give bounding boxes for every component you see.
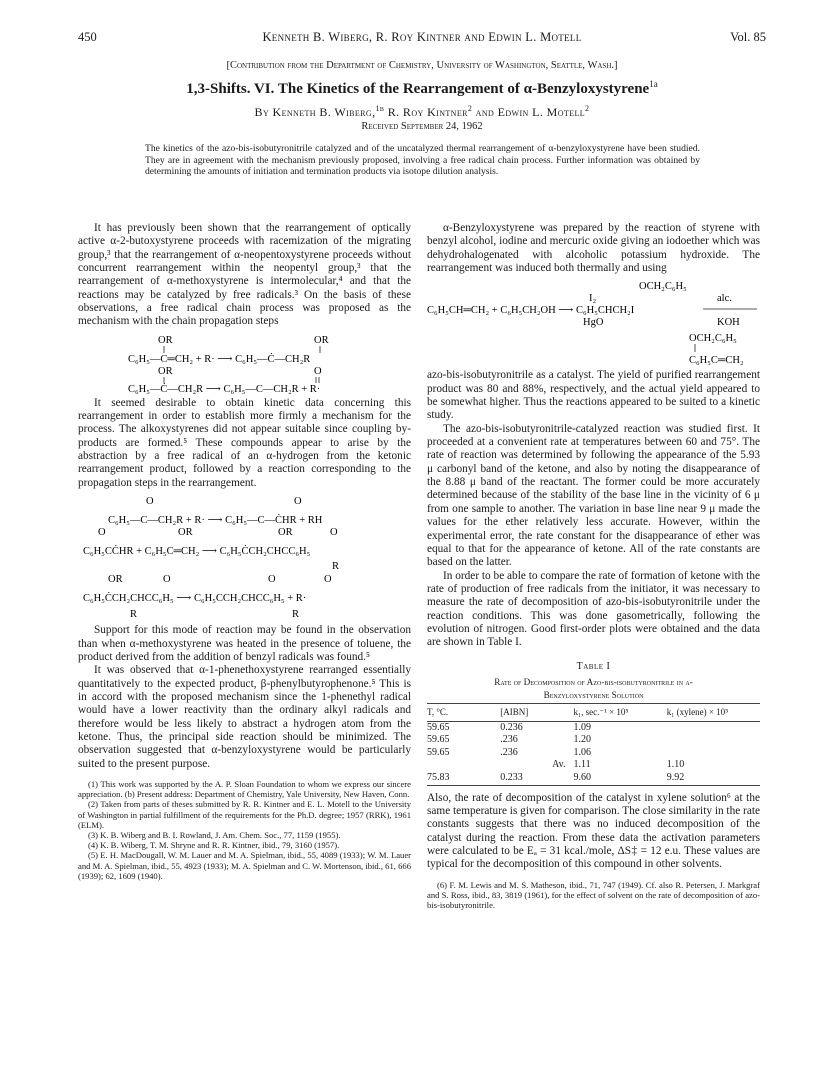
prep-koh: KOH [717, 317, 740, 329]
table-cell: 59.65 [427, 734, 450, 746]
table-cell: 1.11 [573, 759, 591, 771]
table-cell: 1.09 [573, 721, 591, 733]
s2-o-3: O [98, 527, 106, 539]
prep-hgo: HgO [583, 317, 604, 329]
table-cell [427, 759, 500, 772]
right-paragraph-3: The azo-bis-isobutyronitrile-catalyzed reaction was studied first. It proceeded at a convenient rate at temperatures between 60 and 75°. The rate of reaction was determined by following the appearance of the 5.93 μ carbonyl band of the ketone, and also by noting the disappearance of the 8.88 μ band of the reactant. The former could be more accurately determined because of the stability of the base line in the vicinity of 6 μ from one sample to another. The variation in base line near 9 μ made the values for the ether relatively less accurate. However, within the experimental error, the rate constant for the disappearance of ether was equal to that for the appearance of ketone. All of the rate constants are based on the latter. [427, 422, 760, 569]
table-cell: 0.233 [500, 772, 573, 785]
prep-line-1: C₆H₅CH═CH₂ + C₆H₅CH₂OH ⟶ C₆H₅CHCH₂I [427, 305, 635, 317]
table-cell: 0.236 [500, 721, 523, 733]
table-cell: 1.06 [573, 746, 591, 758]
volume-number: Vol. 85 [730, 30, 766, 44]
footnote-1: (1) This work was supported by the A. P. Sloan Foundation to whom we express our sincere appreciation. (b) Present address: Department of Chemistry, Yale University, New Haven, Conn. [78, 778, 411, 800]
footnote-6: (6) F. M. Lewis and M. S. Matheson, ibid., 71, 747 (1949). Cf. also R. Petersen, J. Markgraf and S. Ross, ibid., 83, 3819 (1961), for the effect of solvent on the rate of decomposition of azo-bis-isobutyronitrile. [427, 879, 760, 910]
footnote-5: (5) E. H. MacDougall, W. M. Lauer and M. A. Spielman, ibid., 55, 4089 (1933); W. M. Lauer and M. A. Spielman, ibid., 55, 4923 (1933); M. A. Spielman and C. W. Mortenson, ibid., 61, 666 (1939); 62, 1609 (1940). [78, 850, 411, 881]
title-footnote-mark: 1a [649, 79, 658, 89]
table-cell [667, 721, 760, 734]
author-1-mark: 1b [375, 104, 385, 113]
left-column [78, 222, 411, 881]
s2-o-6: O [268, 574, 276, 586]
right-column [427, 222, 760, 910]
table-header-aibn: [AIBN] [500, 703, 573, 721]
left-paragraph-1: It has previously been shown that the rearrangement of optically active α-2-butoxystyrene proceeds with racemization of the migrating group,³ that the rearrangement of α-neopentoxystyrene proceeds without concurrent rearrangement within the neopentyl group,³ that the rearrangement of α-methoxystyrene is intermolecular,⁴ and that the reactions may be catalyzed by free radicals.³ On the basis of these observations, a free radical chain process was proposed as the mechanism with the chain propagation steps [78, 222, 411, 328]
scheme-coupling [78, 494, 411, 622]
prep-i2: I₂ [589, 293, 597, 305]
author-3: and Edwin L. Motell [472, 105, 586, 119]
table-cell: 9.60 [574, 772, 667, 785]
table-cell: .236 [500, 746, 518, 758]
s1-line-2: C₆H₅—Ċ—CH₂R ⟶ C₆H₅—C—CH₂R + R· [128, 383, 321, 395]
author-3-mark: 2 [585, 104, 590, 113]
table-header-k1: k₁, sec.⁻¹ × 10⁵ [574, 703, 667, 721]
table-cell [667, 734, 760, 747]
page-number: 450 [78, 30, 97, 44]
s1-or-1: OR [158, 334, 173, 346]
prep-substituent-2: OCH₂C₆H₅ [689, 333, 737, 345]
author-2: R. Roy Kintner [384, 105, 468, 119]
author-line [78, 104, 766, 120]
rate-table [427, 703, 760, 786]
article-title [78, 79, 766, 98]
right-paragraph-4: In order to be able to compare the rate of formation of ketone with the rate of production of free radicals from the initiator, it was necessary to measure the rate of decomposition of azo-bis-isobutyronitrile under the reaction conditions. This was done gasometrically, following the evolution of nitrogen. Good first-order plots were obtained and the data are shown in Table I. [427, 569, 760, 649]
s1-or-3: OR [158, 365, 173, 377]
s2-o-4: O [330, 527, 338, 539]
table-cell [667, 747, 760, 760]
s1-line-1: C₆H₅—C═CH₂ + R· ⟶ C₆H₅—Ċ—CH₂R [128, 353, 311, 365]
s2-o-7: O [324, 574, 332, 586]
footnote-2: (2) Taken from parts of theses submitted by R. R. Kintner and E. L. Motell to the University of Washington in partial fulfillment of the requirements for the Ph.D. degree; 1957 (RRK), 1961 (ELM). [78, 799, 411, 830]
contribution-line: [Contribution from the Department of Chemistry, University of Washington, Seattle, Wash.] [226, 60, 618, 71]
left-paragraph-3: Support for this mode of reaction may be found in the observation than when α-methoxystyrene was heated in the presence of toluene, the product derived from the addition of benzyl radicals was found.⁵ [78, 624, 411, 663]
footnote-4: (4) K. B. Wiberg, T. M. Shryne and R. R. Kintner, ibid., 79, 3160 (1957). [88, 840, 340, 851]
page-header [78, 30, 766, 46]
table-subtitle-2: Benzyloxystyrene Solution [543, 689, 644, 700]
table-row [427, 759, 760, 772]
prep-product: C₆H₅C═CH₂ [689, 355, 744, 367]
table-row [427, 734, 760, 747]
running-head: Kenneth B. Wiberg, R. Roy Kintner and Edwin L. Motell [262, 30, 582, 44]
s2-o-1: O [146, 496, 154, 508]
table-row [427, 721, 760, 734]
table-cell: Av. [552, 759, 566, 771]
table-row [427, 747, 760, 760]
right-paragraph-5: Also, the rate of decomposition of the catalyst in xylene solution⁶ at the same temperature is given for comparison. The close similarity in the rate constants suggests that there was no induced decomposition of the catalyst during the reaction. From these data the activation parameters were calculated to be Eₐ = 31 kcal./mole, ΔS‡ = 12 e.u. These values are typical for the decomposition of this compound in other solvents. [427, 791, 760, 871]
table-cell: 59.65 [427, 721, 450, 733]
table-subtitle-1: Rate of Decomposition of Azo-bis-isobutyronitrile in α- [494, 676, 693, 687]
s2-r-3: R [292, 609, 300, 621]
prep-substituent-1: OCH₂C₆H₅ [639, 281, 687, 293]
left-footnotes [78, 779, 411, 881]
table-caption: Table I [576, 660, 611, 672]
s2-line-1: C₆H₅—C—CH₂R + R· ⟶ C₆H₅—C—ĊHR + RH [108, 515, 323, 527]
table-cell: 75.83 [427, 772, 500, 785]
s2-line-3: C₆H₅ĊCH₂CHCC₆H₅ ⟶ C₆H₅CCH₂CHCC₆H₅ + R· [83, 593, 307, 605]
received-date: Received September 24, 1962 [361, 121, 483, 132]
table-header-temp: T, °C. [427, 703, 500, 721]
prep-alc: alc. [717, 293, 732, 305]
s2-r-1: R [332, 561, 340, 573]
s2-line-2: C₆H₅CĊHR + C₆H₅C═CH₂ ⟶ C₆H₅ĊCH₂CHCC₆H₅ [83, 546, 311, 558]
footnote-3: (3) K. B. Wiberg and B. I. Rowland, J. Am. Chem. Soc., 77, 1159 (1955). [88, 829, 341, 840]
table-cell: 9.92 [667, 772, 760, 785]
s2-r-2: R [130, 609, 138, 621]
abstract: The kinetics of the azo-bis-isobutyronitrile catalyzed and of the uncatalyzed thermal rearrangement of α-benzyloxystyrene have been studied. They are in agreement with the mechanism previously proposed, involving a free radical chain process. Further information was obtained by determining the amounts of initiation and termination products via isotope dilution analysis. [145, 143, 700, 178]
scheme-propagation [78, 333, 411, 395]
left-paragraph-4: It was observed that α-1-phenethoxystyrene rearranged essentially quantitatively to the expected product, β-phenylbutyrophenone.⁵ This is in accord with the proposed mechanism since the 1-phenethyl radical would have a lower reactivity than the ordinary alkyl radicals and therefore would be less likely to abstract a hydrogen atom from the ketone. Thus, the principal side reaction should be minimized. The observation suggested that α-benzyloxystyrene would be particularly suited to the present purpose. [78, 664, 411, 770]
s2-o-5: O [163, 574, 171, 586]
s1-o: O [314, 365, 322, 377]
s1-or-2: OR [314, 334, 329, 346]
author-2-mark: 2 [467, 104, 473, 113]
s2-or-1: OR [178, 527, 193, 539]
table-header-k1-xylene: k₁ (xylene) × 10⁵ [667, 703, 760, 721]
right-paragraph-1: α-Benzyloxystyrene was prepared by the reaction of styrene with benzyl alcohol, iodine and mercuric oxide giving an iodoether which was dehydrohalogenated with alcoholic potassium hydroxide. The rearrangement was induced both thermally and using [427, 222, 760, 275]
author-1: By Kenneth B. Wiberg, [254, 105, 376, 119]
table-cell: .236 [500, 734, 518, 746]
scheme-preparation [427, 279, 760, 367]
right-paragraph-2: azo-bis-isobutyronitrile as a catalyst. The yield of purified rearrangement product was 80 and 88%, respectively, and the actual yield appeared to be somewhat higher. Thus the reactions appeared to be suited to a kinetic study. [427, 369, 760, 422]
s2-or-3: OR [108, 574, 123, 586]
title-text: 1,3-Shifts. VI. The Kinetics of the Rearrangement of α-Benzyloxystyrene [186, 81, 650, 97]
table-row [427, 772, 760, 785]
table-cell: 59.65 [427, 746, 450, 758]
s2-or-2: OR [278, 527, 293, 539]
left-paragraph-2: It seemed desirable to obtain kinetic data concerning this rearrangement in order to establish more firmly a mechanism for the process. The alkoxystyrenes did not appear suitable since coupling by-products are formed.⁵ These compounds appear to arise by the abstraction by a free radical of an α-hydrogen from the ketonic rearrangement product, followed by a reaction corresponding to the propagation steps in the rearrangement. [78, 396, 411, 489]
right-footnotes [427, 880, 760, 911]
table-cell: 1.10 [666, 759, 685, 771]
s2-o-2: O [294, 496, 302, 508]
table-cell: 1.20 [573, 734, 591, 746]
